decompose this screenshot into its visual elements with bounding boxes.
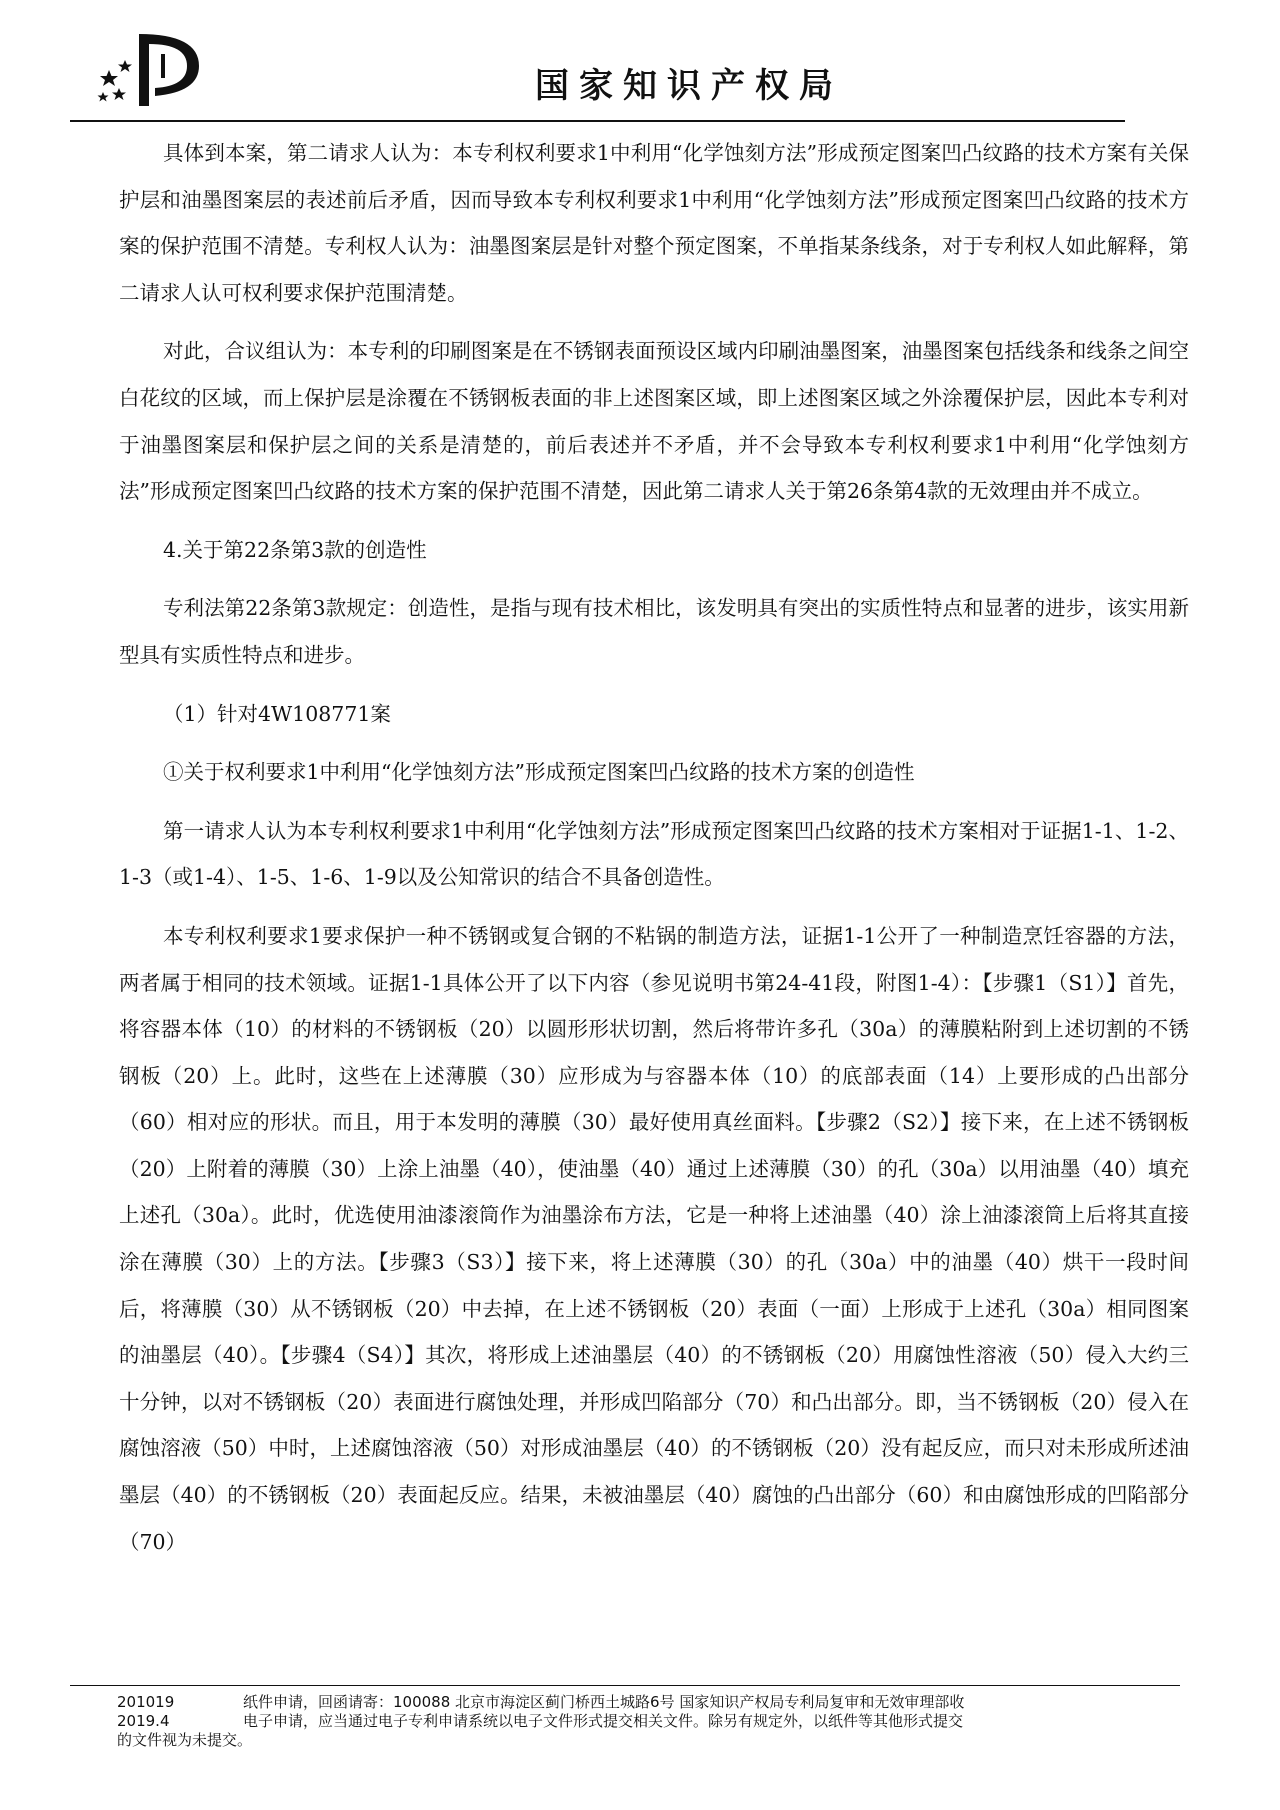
paragraph: 本专利权利要求1要求保护一种不锈钢或复合钢的不粘锅的制造方法，证据1-1公开了一种制造烹饪容器的方法，两者属于相同的技术领域。证据1-1具体公开了以下内容（参见说明书第24-41段，附图1-4）：【步骤1（S1）】首先，将容器本体（10）的材料的不锈钢板（20）以圆形形状切割，然后将带许多孔（30a）的薄膜粘附到上述切割的不锈钢板（20）上。此时，这些在上述薄膜（30）应形成为与容器本体（10）的底部表面（14）上要形成的凸出部分（60）相对应的形状。而且，用于本发明的薄膜（30）最好使用真丝面料。【步骤2（S2）】接下来，在上述不锈钢板（20）上附着的薄膜（30）上涂上油墨（40），使油墨（40）通过上述薄膜（30）的孔（30a）以用油墨（40）填充上述孔（30a）。此时，优选使用油漆滚筒作为油墨涂布方法，它是一种将上述油墨（40）涂上油漆滚筒上后将其直接涂在薄膜（30）上的方法。【步骤3（S3）】接下来，将上述薄膜（30）的孔（30a）中的油墨（40）烘干一段时间后，将薄膜（30）从不锈钢板（20）中去掉，在上述不锈钢板（20）表面（一面）上形成于上述孔（30a）相同图案的油墨层（40）。【步骤4（S4）】其次，将形成上述油墨层（40）的不锈钢板（20）用腐蚀性溶液（50）侵入大约三十分钟，以对不锈钢板（20）表面进行腐蚀处理，并形成凹陷部分（70）和凸出部分。即，当不锈钢板（20）侵入在腐蚀溶液（50）中时，上述腐蚀溶液（50）对形成油墨层（40）的不锈钢板（20）没有起反应，而只对未形成所述油墨层（40）的不锈钢板（20）表面起反应。结果，未被油墨层（40）腐蚀的凸出部分（60）和由腐蚀形成的凹陷部分（70）: [119, 923, 1189, 1554]
electronic-submission-note-continued: 的文件视为未提交。: [117, 1731, 253, 1749]
footer-row: [117, 1712, 1187, 1731]
office-name: 国家知识产权局: [535, 66, 843, 106]
page-footer: [117, 1693, 1187, 1750]
paragraph: 对此，合议组认为：本专利的印刷图案是在不锈钢表面预设区域内印刷油墨图案，油墨图案包括线条和线条之间空白花纹的区域，而上保护层是涂覆在不锈钢板表面的非上述图案区域，即上述图案区域之外涂覆保护层，因此本专利对于油墨图案层和保护层之间的关系是清楚的，前后表述并不矛盾，并不会导致本专利权利要求1中利用“化学蚀刻方法”形成预定图案凹凸纹路的技术方案的保护范围不清楚，因此第二请求人关于第26条第4款的无效理由并不成立。: [119, 339, 1189, 504]
paragraph: 具体到本案，第二请求人认为：本专利权利要求1中利用“化学蚀刻方法”形成预定图案凹凸纹路的技术方案有关保护层和油墨图案层的表述前后矛盾，因而导致本专利权利要求1中利用“化学蚀刻方法”形成预定图案凹凸纹路的技术方案的保护范围不清楚。专利权人认为：油墨图案层是针对整个预定图案，不单指某条线条，对于专利权人如此解释，第二请求人认可权利要求保护范围清楚。: [119, 141, 1189, 305]
subsection-heading: ①关于权利要求1中利用“化学蚀刻方法”形成预定图案凹凸纹路的技术方案的创造性: [163, 760, 915, 785]
letterhead: [95, 30, 1125, 122]
cnipa-logo-icon: [95, 30, 215, 110]
form-code: 201019: [117, 1693, 175, 1711]
form-version: 2019.4: [117, 1712, 170, 1730]
footer-divider: [70, 1685, 1180, 1686]
electronic-submission-note: 电子申请，应当通过电子专利申请系统以电子文件形式提交相关文件。除另有规定外，以纸件等其他形式提交: [243, 1712, 964, 1730]
footer-row: [117, 1693, 1187, 1712]
paragraph: 专利法第22条第3款规定：创造性，是指与现有技术相比，该发明具有突出的实质性特点和显著的进步，该实用新型具有实质性特点和进步。: [119, 596, 1189, 667]
paper-submission-note: 纸件申请，回函请寄：100088 北京市海淀区蓟门桥西土城路6号 国家知识产权局专利局复审和无效审理部收: [243, 1693, 965, 1711]
decision-body: [119, 130, 1189, 1577]
paragraph: 第一请求人认为本专利权利要求1中利用“化学蚀刻方法”形成预定图案凹凸纹路的技术方案相对于证据1-1、1-2、1-3（或1-4）、1-5、1-6、1-9以及公知常识的结合不具备创造性。: [119, 818, 1189, 890]
section-heading: 4.关于第22条第3款的创造性: [163, 537, 427, 562]
header-divider: [70, 120, 1125, 122]
subsection-heading: （1）针对4W108771案: [163, 701, 391, 726]
